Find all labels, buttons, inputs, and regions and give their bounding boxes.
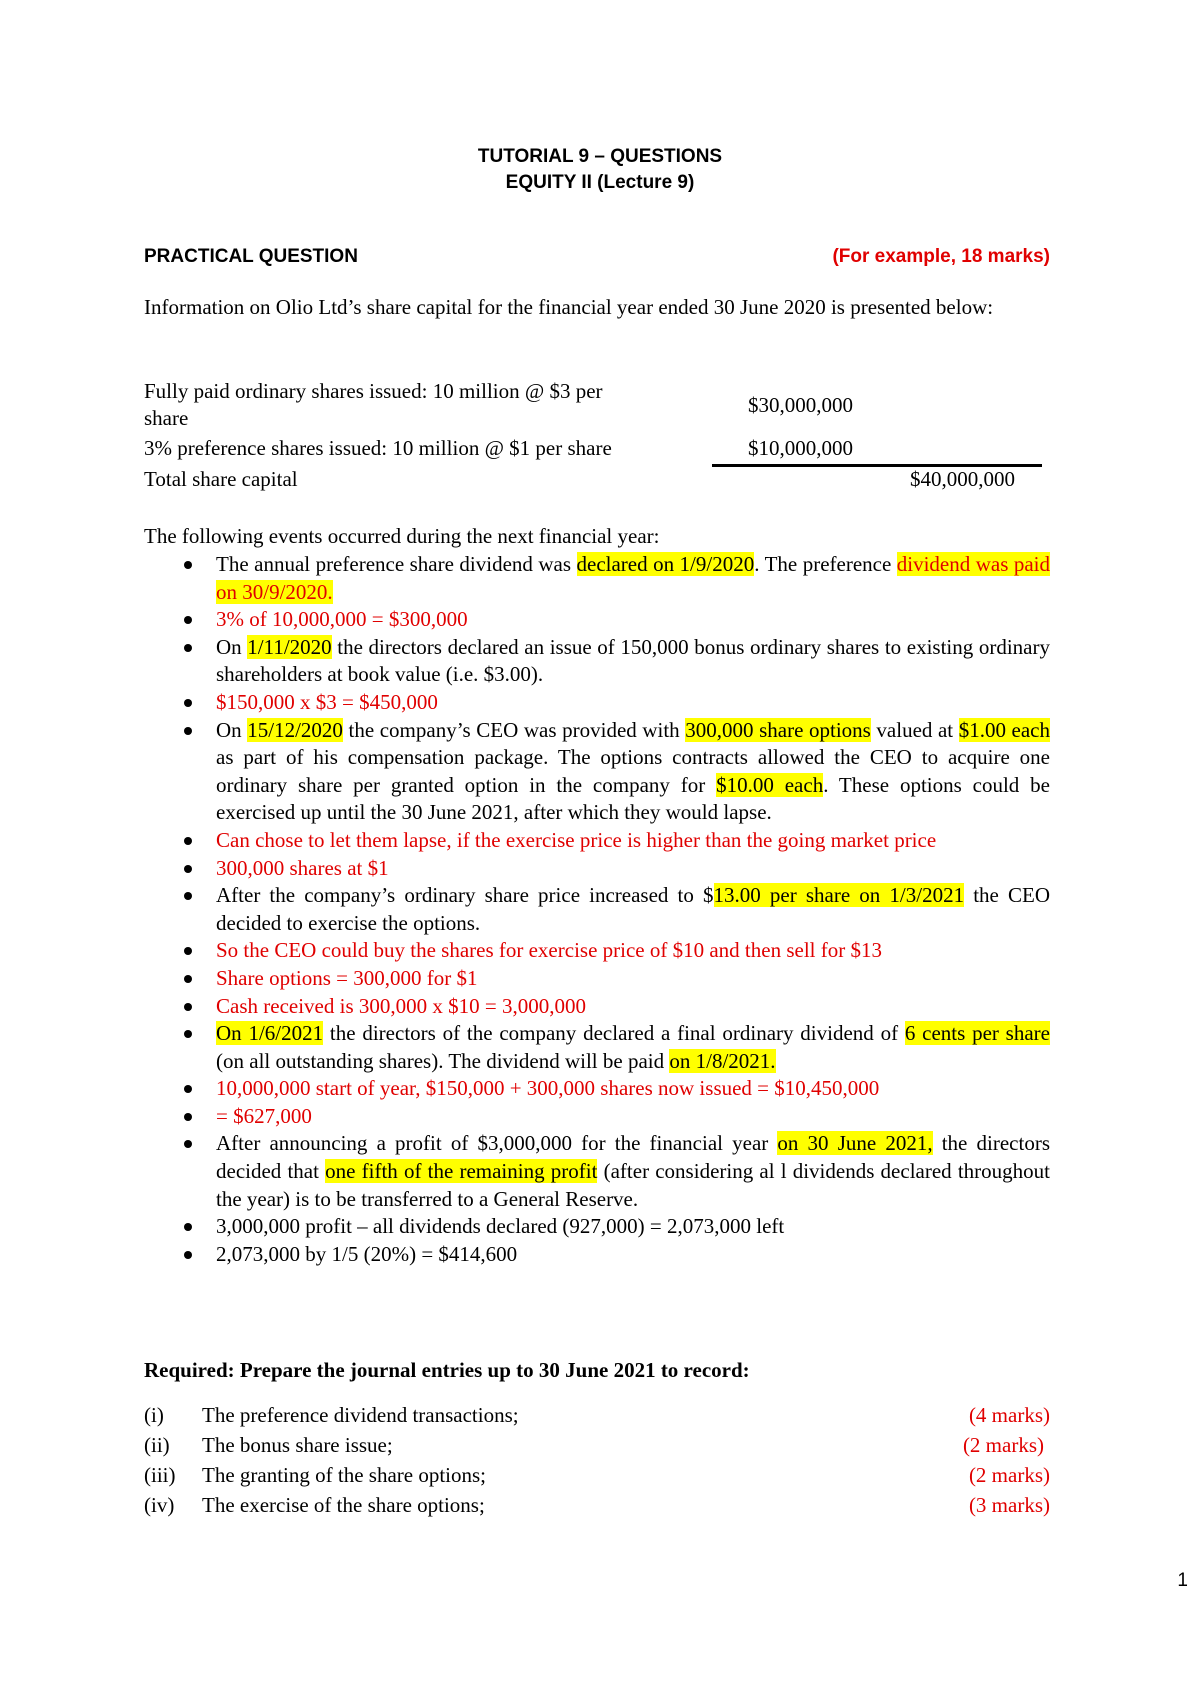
bullet-icon [184,892,192,900]
table-row-label: Fully paid ordinary shares issued: 10 million @ $3 per [144,379,603,403]
required-item: (iv) The exercise of the share options; (3 marks) [144,1493,1050,1517]
table-row-label: 3% preference shares issued: 10 million @ $1 per share [144,436,612,460]
bullet-icon [184,1251,192,1259]
bullet-icon [184,865,192,873]
list-item: After announcing a profit of $3,000,000 for the financial year on 30 June 2021, the directors decided that one fifth of the remaining profit (after considering al l dividends declared throughout the year) is to be transferred to a General Reserve. [144,1130,1050,1213]
required-item: (ii) The bonus share issue; (2 marks) [144,1433,1044,1457]
list-item: 10,000,000 start of year, $150,000 + 300,000 shares now issued = $10,450,000 [144,1075,1050,1103]
list-item: Cash received is 300,000 x $10 = 3,000,000 [144,993,1050,1021]
bullet-icon [184,1223,192,1231]
list-item: On 1/11/2020 the directors declared an issue of 150,000 bonus ordinary shares to existing ordinary shareholders at book value (i.e. $3.00). [144,634,1050,689]
section-heading: PRACTICAL QUESTION [144,246,358,267]
list-item: So the CEO could buy the shares for exercise price of $10 and then sell for $13 [144,937,1050,965]
list-item: On 1/6/2021 the directors of the company declared a final ordinary dividend of 6 cents per share (on all outstanding shares). The dividend will be paid on 1/8/2021. [144,1020,1050,1075]
table-row-amount: $10,000,000 [748,436,853,460]
required-item: (iii) The granting of the share options; (2 marks) [144,1463,1050,1487]
list-item: After the company’s ordinary share price increased to $13.00 per share on 1/3/2021 the CEO decided to exercise the options. [144,882,1050,937]
bullet-icon [184,947,192,955]
list-item: 3% of 10,000,000 = $300,000 [144,606,1050,634]
events-list [144,551,1050,1268]
list-item: 2,073,000 by 1/5 (20%) = $414,600 [144,1241,1050,1269]
table-row-label-cont: share [144,406,189,430]
list-item: On 15/12/2020 the company’s CEO was provided with 300,000 share options valued at $1.00 each as part of his compensation package. The options contracts allowed the CEO to acquire one ordinary share per granted option in the company for $10.00 each. These options could be exercised up until the 30 June 2021, after which they would lapse. [144,717,1050,827]
list-item: $150,000 x $3 = $450,000 [144,689,1050,717]
list-item: The annual preference share dividend was declared on 1/9/2020. The preference dividend was paid on 30/9/2020. [144,551,1050,606]
bullet-icon [184,975,192,983]
required-item: (i) The preference dividend transactions; (4 marks) [144,1403,1050,1427]
bullet-icon [184,644,192,652]
total-amount: $40,000,000 [910,467,1015,491]
bullet-icon [184,1140,192,1148]
intro-paragraph: Information on Olio Ltd’s share capital for the financial year ended 30 June 2020 is presented below: [144,295,994,319]
required-heading: Required: Prepare the journal entries up to 30 June 2021 to record: [144,1358,750,1382]
bullet-icon [184,616,192,624]
total-label: Total share capital [144,467,298,491]
required-items [144,1400,1050,1520]
bullet-icon [184,699,192,707]
tutorial-title: TUTORIAL 9 – QUESTIONS [477,146,723,167]
list-item: Can chose to let them lapse, if the exercise price is higher than the going market price [144,827,1050,855]
events-intro: The following events occurred during the next financial year: [144,524,660,548]
list-item: Share options = 300,000 for $1 [144,965,1050,993]
section-marks: (For example, 18 marks) [832,246,1050,267]
bullet-icon [184,1030,192,1038]
list-item: 3,000,000 profit – all dividends declared (927,000) = 2,073,000 left [144,1213,1050,1241]
tutorial-subtitle: EQUITY II (Lecture 9) [505,172,695,193]
list-item: 300,000 shares at $1 [144,855,1050,883]
bullet-icon [184,837,192,845]
table-row-amount: $30,000,000 [748,393,853,417]
bullet-icon [184,727,192,735]
bullet-icon [184,561,192,569]
bullet-icon [184,1085,192,1093]
page-number: 1 [1177,1570,1188,1591]
list-item: = $627,000 [144,1103,1050,1131]
bullet-icon [184,1113,192,1121]
bullet-icon [184,1003,192,1011]
